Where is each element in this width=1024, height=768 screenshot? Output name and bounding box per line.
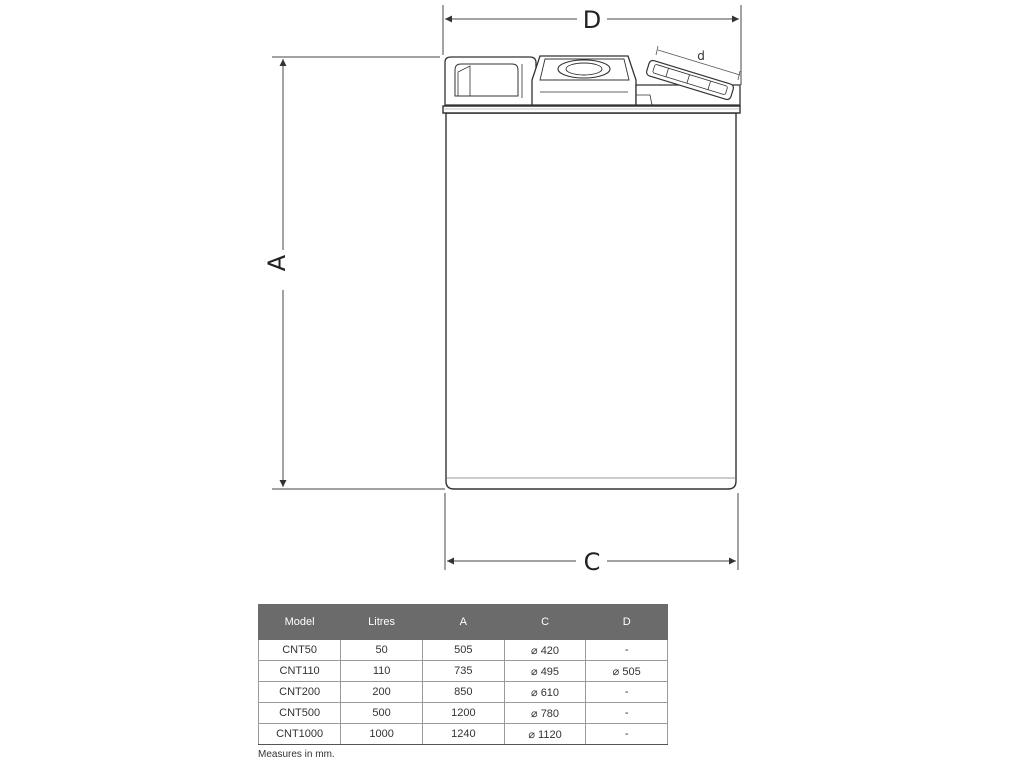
cell-d: - <box>586 724 668 745</box>
cell-model: CNT200 <box>259 682 341 703</box>
tank-body <box>443 106 740 489</box>
cell-a: 1240 <box>422 724 504 745</box>
table-header-row <box>259 605 668 640</box>
dimension-c <box>445 493 738 576</box>
cell-model: CNT50 <box>259 640 341 661</box>
cell-a: 1200 <box>422 703 504 724</box>
cell-litres: 1000 <box>341 724 423 745</box>
dimension-a-label: A <box>263 254 291 272</box>
cell-litres: 110 <box>341 661 423 682</box>
cell-c: ⌀ 610 <box>504 682 586 703</box>
header-litres: Litres <box>341 605 423 640</box>
measures-note: Measures in mm. <box>258 749 335 760</box>
dimension-c-label: C <box>583 548 601 576</box>
cell-d: - <box>586 640 668 661</box>
cell-d: - <box>586 682 668 703</box>
cell-d: ⌀ 505 <box>586 661 668 682</box>
dimensions-table <box>258 604 668 745</box>
header-model: Model <box>259 605 341 640</box>
cell-c: ⌀ 780 <box>504 703 586 724</box>
header-d: D <box>586 605 668 640</box>
cell-model: CNT500 <box>259 703 341 724</box>
cell-a: 505 <box>422 640 504 661</box>
cell-c: ⌀ 420 <box>504 640 586 661</box>
dimension-d-lid-label: d <box>697 49 705 63</box>
tank-top <box>445 56 740 105</box>
cell-litres: 500 <box>341 703 423 724</box>
table-row <box>259 703 668 724</box>
cell-litres: 50 <box>341 640 423 661</box>
dimension-a <box>263 57 445 489</box>
table-row <box>259 682 668 703</box>
cell-d: - <box>586 703 668 724</box>
cell-a: 735 <box>422 661 504 682</box>
cell-a: 850 <box>422 682 504 703</box>
header-c: C <box>504 605 586 640</box>
cell-litres: 200 <box>341 682 423 703</box>
cell-c: ⌀ 1120 <box>504 724 586 745</box>
cell-model: CNT1000 <box>259 724 341 745</box>
header-a: A <box>422 605 504 640</box>
table-row <box>259 640 668 661</box>
table-row <box>259 724 668 745</box>
cell-c: ⌀ 495 <box>504 661 586 682</box>
table-row <box>259 661 668 682</box>
dimension-d-label: D <box>582 6 602 34</box>
cell-model: CNT110 <box>259 661 341 682</box>
